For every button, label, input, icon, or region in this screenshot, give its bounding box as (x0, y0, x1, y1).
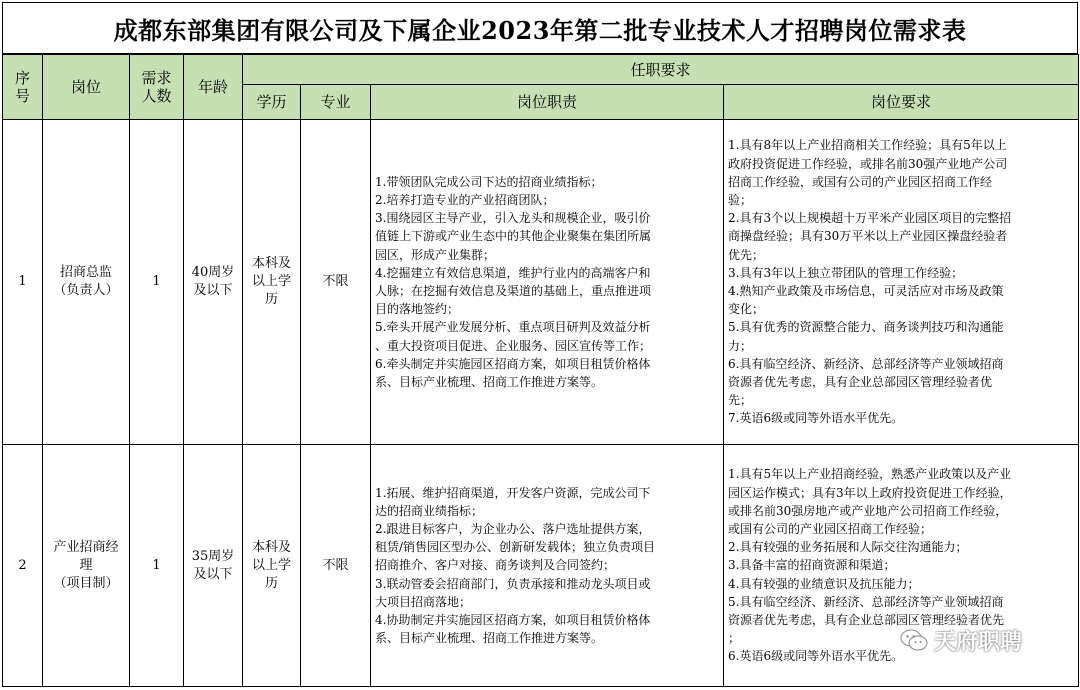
row-major: 不限 (301, 120, 371, 445)
row-requirement: 1.具有5年以上产业招商经验，熟悉产业政策以及产业 园区运作模式；具有3年以上政府投资促进工作经验， 或排名前30强房地产或产业地产公司招商工作经验， 或国有公司的产业园区招商工作经验； 2.具有较强的业务拓展和人际交往沟通能力； 3.具备丰富的招商资源和渠道； 4.具有较强的业绩意识及抗压能力； 5.具有临空经济、新经济、总部经济等产业领域招商 资源者优先考虑，具有企业总部园区管理经验者优先 ； 6.英语6级或同等外语水平优先。 (724, 445, 1079, 687)
row-post: 产业招商经 理 （项目制） (43, 445, 130, 687)
header-requirements-group: 任职要求 (243, 55, 1079, 85)
row-seq: 1 (3, 120, 43, 445)
row-post: 招商总监 （负责人） (43, 120, 130, 445)
row-age: 40周岁 及以下 (184, 120, 243, 445)
table-row (3, 120, 1079, 445)
header-age: 年龄 (184, 55, 243, 120)
row-duty: 1.拓展、维护招商渠道，开发客户资源，完成公司下 达的招商业绩指标； 2.跟进目标客户，为企业办公、落户选址提供方案， 租赁/销售园区型办公、创新研发载体；独立负责项目 招商推介、客户对接、商务谈判及合同签约； 3.联动管委会招商部门，负责承接和推动龙头项目或 大项目招商落地； 4.协助制定并实施园区招商方案，如项目租赁价格体 系、目标产业梳理、招商工作推进方案等。 (371, 445, 724, 687)
row-major: 不限 (301, 445, 371, 687)
header-education: 学历 (243, 85, 301, 120)
header-duty: 岗位职责 (371, 85, 724, 120)
recruitment-sheet (2, 2, 1078, 688)
watermark (900, 622, 1076, 658)
header-requirement: 岗位要求 (724, 85, 1079, 120)
header-seq: 序号 (3, 55, 43, 120)
row-seq: 2 (3, 445, 43, 687)
page-title: 成都东部集团有限公司及下属企业2023年第二批专业技术人才招聘岗位需求表 (2, 2, 1078, 54)
row-age: 35周岁 及以下 (184, 445, 243, 687)
row-duty: 1.带领团队完成公司下达的招商业绩指标； 2.培养打造专业的产业招商团队； 3.围绕园区主导产业，引入龙头和规模企业，吸引价 值链上下游或产业生态中的其他企业聚集在集团所属 园区，形成产业集群； 4.挖掘建立有效信息渠道，维护行业内的高端客户和 人脉；在挖掘有效信息及渠道的基础上，重点推进项 目的落地签约； 5.牵头开展产业发展分析、重点项目研判及效益分析 、重大投资项目促进、企业服务、园区宣传等工作； 6.牵头制定并实施园区招商方案，如项目租赁价格体 系、目标产业梳理、招商工作推进方案等。 (371, 120, 724, 445)
header-major: 专业 (301, 85, 371, 120)
row-education: 本科及 以上学 历 (243, 445, 301, 687)
header-count: 需求人数 (130, 55, 184, 120)
row-count: 1 (130, 120, 184, 445)
watermark-text: 天府职聘 (934, 629, 1023, 655)
row-requirement: 1.具有8年以上产业招商相关工作经验；具有5年以上 政府投资促进工作经验，或排名前30强产业地产公司 招商工作经验，或国有公司的产业园区招商工作经 验； 2.具有3个以上规模超十万平米产业园区项目的完整招 商操盘经验；具有30万平米以上产业园区操盘经验者 优先； 3.具有3年以上独立带团队的管理工作经验； 4.熟知产业政策及市场信息，可灵活应对市场及政策 变化； 5.具有优秀的资源整合能力、商务谈判技巧和沟通能 力； 6.具有临空经济、新经济、总部经济等产业领域招商 资源者优先考虑，具有企业总部园区管理经验者优 先； 7.英语6级或同等外语水平优先。 (724, 120, 1079, 445)
row-count: 1 (130, 445, 184, 687)
requirements-table (2, 54, 1079, 687)
wechat-icon (900, 629, 928, 651)
header-post: 岗位 (43, 55, 130, 120)
row-education: 本科及 以上学 历 (243, 120, 301, 445)
